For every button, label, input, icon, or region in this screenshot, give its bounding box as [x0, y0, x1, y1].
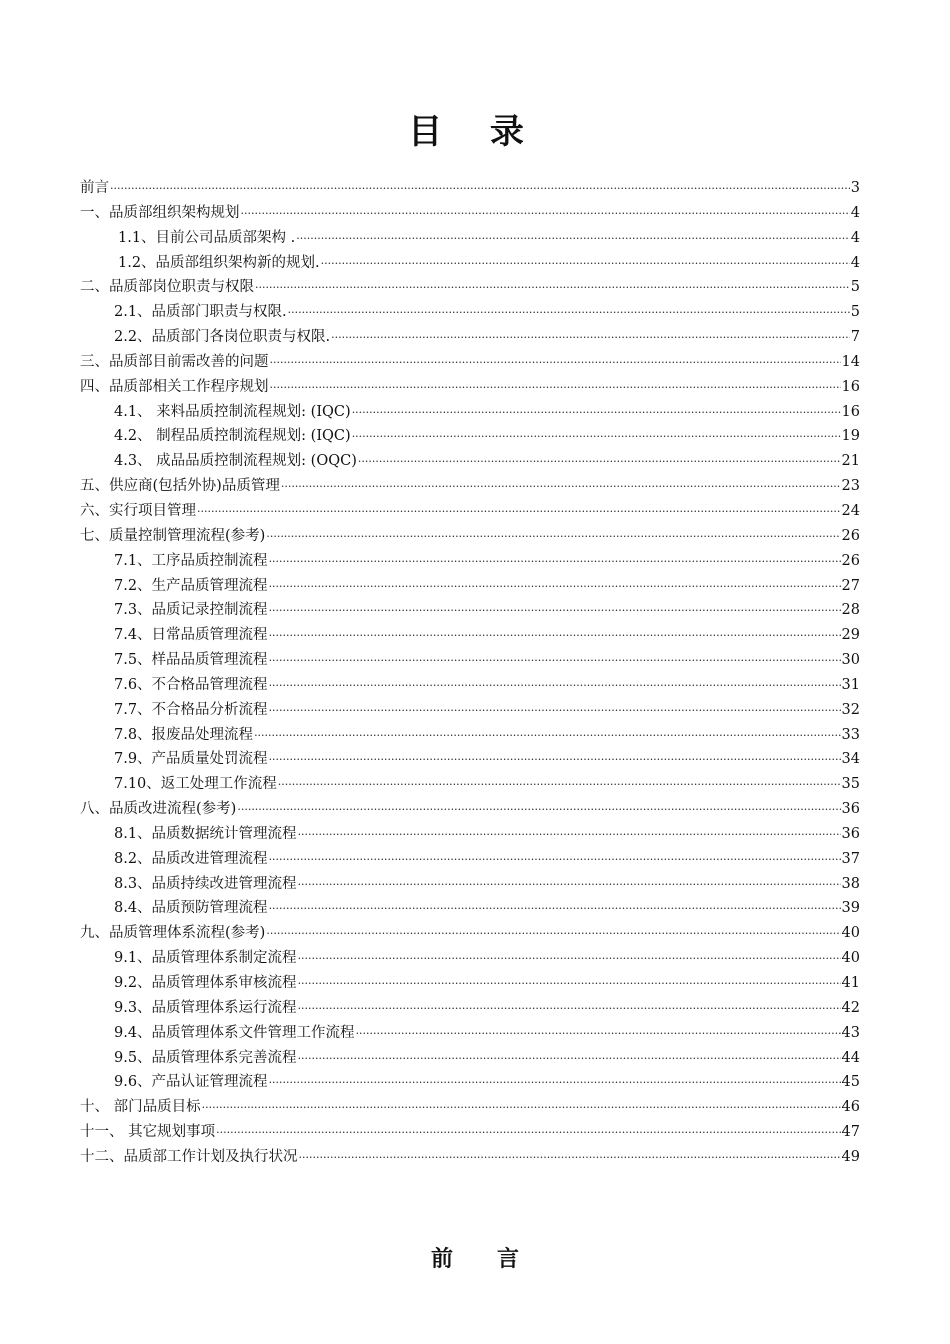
toc-entry[interactable]: [80, 251, 860, 276]
toc-entry[interactable]: [80, 896, 860, 921]
toc-dot-leader: [269, 699, 841, 724]
toc-dot-leader: [331, 326, 850, 351]
toc-dot-leader: [241, 202, 850, 227]
toc-entry[interactable]: [80, 424, 860, 449]
toc-entry[interactable]: [80, 1070, 860, 1095]
toc-dot-leader: [358, 450, 841, 475]
toc-entry[interactable]: [80, 723, 860, 748]
toc-entry-label: 7.7、不合格品分析流程: [114, 701, 268, 718]
toc-entry-label: 四、品质部相关工作程序规划: [80, 378, 269, 395]
toc-entry[interactable]: [80, 1046, 860, 1071]
toc-entry[interactable]: [80, 822, 860, 847]
toc-entry-label: 7.10、返工处理工作流程: [114, 776, 277, 793]
toc-entry-label: 7.9、产品质量处罚流程: [114, 751, 268, 768]
toc-entry[interactable]: [80, 872, 860, 897]
toc-entry[interactable]: [80, 325, 860, 350]
toc-entry-label: 一、品质部组织架构规划: [80, 204, 240, 221]
toc-dot-leader: [269, 897, 841, 922]
toc-entry-page: 49: [841, 1148, 860, 1165]
toc-entry-label: 十一、 其它规划事项: [80, 1124, 216, 1141]
toc-entry[interactable]: [80, 971, 860, 996]
toc-dot-leader: [269, 599, 841, 624]
toc-dot-leader: [298, 1047, 841, 1072]
toc-entry-page: 16: [841, 403, 860, 420]
toc-entry-page: 39: [841, 900, 860, 917]
toc-entry-label: 8.2、品质改进管理流程: [114, 850, 268, 867]
toc-dot-leader: [298, 823, 841, 848]
toc-entry-page: 34: [841, 751, 860, 768]
toc-entry-page: 21: [841, 453, 860, 470]
toc-entry-label: 7.4、日常品质管理流程: [114, 627, 268, 644]
toc-entry-page: 4: [850, 254, 860, 271]
toc-entry[interactable]: [80, 623, 860, 648]
toc-entry-label: 7.8、报废品处理流程: [114, 726, 254, 743]
toc-entry-label: 1.1、目前公司品质部架构 .: [118, 229, 296, 246]
toc-entry-page: 40: [841, 925, 860, 942]
toc-entry-page: 27: [841, 577, 860, 594]
toc-entry-page: 26: [841, 552, 860, 569]
toc-entry-page: 23: [841, 478, 860, 495]
toc-entry-label: 九、品质管理体系流程(参考): [80, 925, 266, 942]
toc-entry-label: 8.3、品质持续改进管理流程: [114, 875, 297, 892]
toc-entry-label: 二、品质部岗位职责与权限: [80, 279, 254, 296]
toc-dot-leader: [321, 252, 850, 277]
toc-entry-label: 9.2、品质管理体系审核流程: [114, 975, 297, 991]
toc-dot-leader: [298, 873, 841, 898]
toc-entry-label: 五、供应商(包括外协)品质管理: [80, 478, 280, 495]
toc-entry-page: 5: [850, 279, 860, 296]
toc-dot-leader: [298, 947, 841, 972]
toc-entry-label: 七、质量控制管理流程(参考): [80, 527, 266, 544]
toc-entry-page: 37: [841, 850, 860, 867]
toc-entry-label: 十、 部门品质目标: [80, 1099, 201, 1116]
toc-entry-page: 40: [841, 950, 860, 967]
toc-entry-label: 4.1、 来料品质控制流程规划: (IQC): [114, 403, 351, 420]
toc-dot-leader: [298, 997, 841, 1022]
toc-dot-leader: [269, 748, 841, 773]
toc-entry[interactable]: [80, 275, 860, 300]
toc-dot-leader: [269, 848, 841, 873]
toc-dot-leader: [269, 624, 841, 649]
toc-entry-label: 7.1、工序品质控制流程: [114, 552, 268, 569]
toc-entry[interactable]: [80, 1145, 860, 1170]
toc-dot-leader: [352, 401, 841, 426]
toc-entry-label: 2.2、品质部门各岗位职责与权限.: [114, 329, 331, 346]
toc-entry[interactable]: [80, 772, 860, 797]
toc-entry-page: 14: [841, 353, 860, 370]
toc-entry-page: 16: [841, 378, 860, 395]
toc-entry[interactable]: [80, 1021, 860, 1046]
toc-entry-page: 32: [841, 701, 860, 718]
toc-entry-label: 8.4、品质预防管理流程: [114, 900, 268, 917]
toc-entry-page: 44: [841, 1049, 860, 1066]
toc-entry-label: 9.3、品质管理体系运行流程: [114, 999, 297, 1016]
toc-entry-page: 38: [841, 875, 860, 892]
toc-dot-leader: [269, 1071, 841, 1096]
toc-entry[interactable]: [80, 549, 860, 574]
toc-dot-leader: [270, 376, 841, 401]
toc-entry[interactable]: [80, 673, 860, 698]
toc-entry-label: 十二、品质部工作计划及执行状况: [80, 1148, 298, 1165]
toc-entry[interactable]: [80, 1120, 860, 1145]
toc-entry-page: 30: [841, 652, 860, 669]
toc-entry-page: 3: [850, 180, 860, 196]
toc-entry-page: 33: [841, 726, 860, 743]
toc-entry-label: 1.2、品质部组织架构新的规划.: [118, 254, 320, 271]
toc-entry[interactable]: [80, 474, 860, 499]
toc-dot-leader: [266, 922, 840, 947]
toc-entry[interactable]: [80, 201, 860, 226]
toc-entry-page: 5: [850, 304, 860, 321]
toc-dot-leader: [296, 227, 849, 252]
toc-title: 目 录: [408, 112, 542, 152]
preface-heading: 前言: [430, 1246, 563, 1272]
toc-dot-leader: [298, 972, 841, 997]
toc-dot-leader: [278, 773, 841, 798]
toc-entry-page: 4: [850, 229, 860, 246]
toc-entry-page: 42: [841, 999, 860, 1016]
toc-entry[interactable]: [80, 996, 860, 1021]
toc-dot-leader: [269, 674, 841, 699]
toc-entry-page: 41: [841, 975, 860, 991]
toc-entry-page: 36: [841, 825, 860, 842]
toc-entry-page: 19: [841, 428, 860, 445]
toc-dot-leader: [281, 475, 841, 500]
toc-entry[interactable]: [80, 747, 860, 772]
toc-entry-page: 4: [850, 204, 860, 221]
toc-entry-label: 八、品质改进流程(参考): [80, 801, 237, 818]
toc-entry[interactable]: [80, 226, 860, 251]
toc-entry[interactable]: [80, 946, 860, 971]
toc-dot-leader: [269, 575, 841, 600]
toc-entry[interactable]: [80, 847, 860, 872]
toc-entry[interactable]: [80, 400, 860, 425]
toc-entry[interactable]: [80, 300, 860, 325]
toc-entry-page: 45: [841, 1074, 860, 1091]
toc-dot-leader: [352, 425, 841, 450]
toc-dot-leader: [269, 550, 841, 575]
toc-dot-leader: [216, 1121, 840, 1146]
toc-entry[interactable]: [80, 598, 860, 623]
toc-entry-label: 7.6、不合格品管理流程: [114, 676, 268, 693]
toc-entry-page: 29: [841, 627, 860, 644]
toc-dot-leader: [237, 798, 840, 823]
toc-entry[interactable]: [80, 921, 860, 946]
toc-entry-page: 46: [841, 1099, 860, 1116]
toc-entry[interactable]: [80, 648, 860, 673]
toc-dot-leader: [266, 525, 840, 550]
toc-dot-leader: [288, 301, 850, 326]
toc-dot-leader: [269, 649, 841, 674]
toc-entry-page: 7: [850, 329, 860, 346]
toc-dot-leader: [254, 724, 840, 749]
toc-dot-leader: [202, 1096, 841, 1121]
table-of-contents: [80, 176, 860, 1170]
toc-entry-label: 9.5、品质管理体系完善流程: [114, 1049, 297, 1066]
toc-entry-label: 9.1、品质管理体系制定流程: [114, 950, 297, 967]
toc-entry[interactable]: [80, 574, 860, 599]
toc-entry-label: 9.6、产品认证管理流程: [114, 1074, 268, 1091]
toc-entry-page: 35: [841, 776, 860, 793]
toc-entry[interactable]: [80, 176, 860, 201]
toc-dot-leader: [270, 351, 841, 376]
toc-entry-page: 47: [841, 1124, 860, 1141]
toc-entry[interactable]: [80, 375, 860, 400]
toc-entry-page: 28: [841, 602, 860, 619]
toc-entry[interactable]: [80, 449, 860, 474]
toc-entry-label: 4.3、 成品品质控制流程规划: (OQC): [114, 453, 357, 470]
toc-entry-label: 4.2、 制程品质控制流程规划: (IQC): [114, 428, 351, 445]
toc-entry-page: 26: [841, 527, 860, 544]
toc-entry-label: 8.1、品质数据统计管理流程: [114, 825, 297, 842]
toc-entry-label: 9.4、品质管理体系文件管理工作流程: [114, 1024, 355, 1041]
toc-entry[interactable]: [80, 1095, 860, 1120]
toc-dot-leader: [255, 276, 850, 301]
toc-entry-page: 36: [841, 801, 860, 818]
toc-dot-leader: [299, 1146, 841, 1171]
toc-entry-label: 三、品质部目前需改善的问题: [80, 353, 269, 370]
toc-entry-label: 7.3、品质记录控制流程: [114, 602, 268, 619]
toc-entry-page: 24: [841, 502, 860, 519]
toc-entry-label: 7.2、生产品质管理流程: [114, 577, 268, 594]
toc-dot-leader: [197, 500, 841, 525]
toc-entry[interactable]: [80, 698, 860, 723]
toc-dot-leader: [356, 1022, 841, 1047]
toc-entry-label: 前言: [80, 180, 109, 196]
toc-entry-label: 六、实行项目管理: [80, 502, 196, 519]
toc-entry[interactable]: [80, 499, 860, 524]
toc-dot-leader: [110, 177, 850, 202]
toc-entry-page: 43: [841, 1024, 860, 1041]
toc-entry-label: 2.1、品质部门职责与权限.: [114, 304, 287, 321]
toc-entry-page: 31: [841, 676, 860, 693]
toc-entry-label: 7.5、样品品质管理流程: [114, 652, 268, 669]
toc-entry[interactable]: [80, 524, 860, 549]
toc-entry[interactable]: [80, 350, 860, 375]
toc-entry[interactable]: [80, 797, 860, 822]
